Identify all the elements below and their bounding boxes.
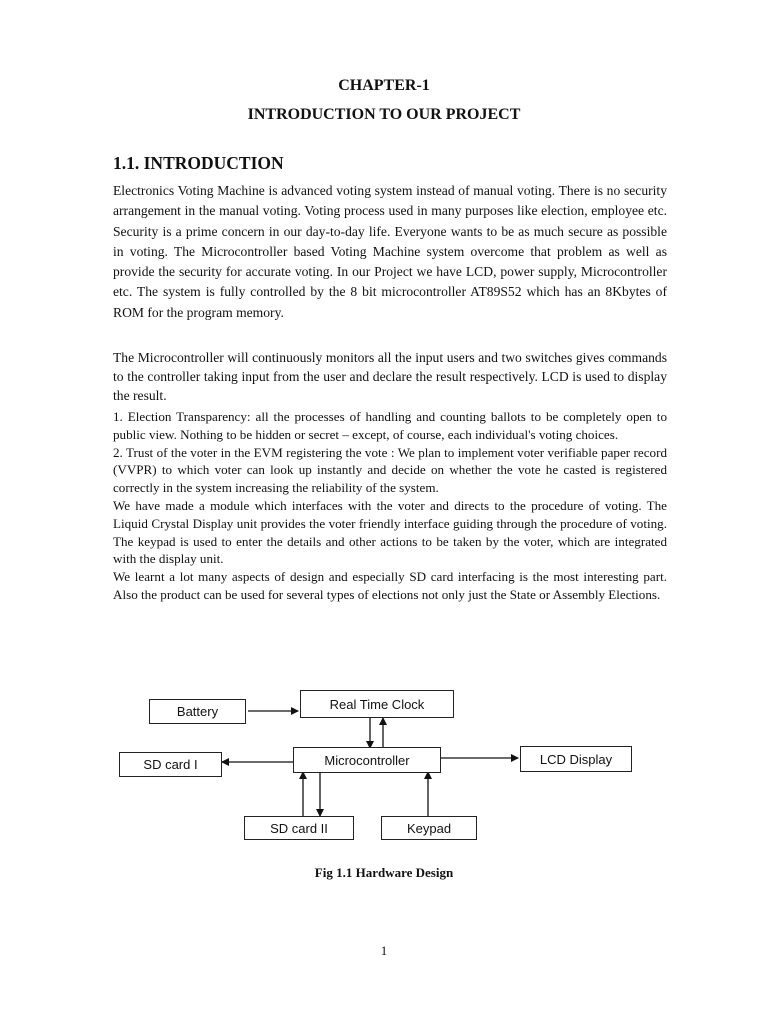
chapter-title: INTRODUCTION TO OUR PROJECT: [247, 106, 521, 123]
hardware-design-diagram: [0, 680, 768, 850]
figure-caption: Fig 1.1 Hardware Design: [314, 865, 454, 880]
keypad-block: Keypad: [381, 816, 477, 840]
paragraph-microcontroller: The Microcontroller will continuously monitors all the input users and two switches gives commands to the controller taking input from the user and declare the result respectively. LCD is used to display the result.: [113, 350, 667, 403]
paragraph-learnings: We learnt a lot many aspects of design and especially SD card interfacing is the most interesting part. Also the product can be used for several types of elections not only just the State or Assembly Elections.: [113, 569, 667, 602]
paragraph-voter-trust: 2. Trust of the voter in the EVM registering the vote : We plan to implement voter verifiable paper record (VVPR) to which voter can look up instantly and decide on whether the vote he casted is registered correctly in the system increasing the reliability of the system.: [113, 444, 667, 496]
sd-card-1-block: SD card I: [119, 752, 222, 777]
chapter-label: CHAPTER-1: [338, 77, 430, 94]
sd-card-2-block: SD card II: [244, 816, 354, 840]
battery-block: Battery: [149, 699, 246, 724]
paragraph-module: We have made a module which interfaces with the voter and directs to the procedure of voting. The Liquid Crystal Display unit provides the voter friendly interface guiding through the procedure of voting. The keypad is used to enter the details and other actions to be taken by the voter, which are integrated with the display unit.: [113, 497, 667, 567]
lcd-display-block: LCD Display: [520, 746, 632, 772]
section-heading: 1.1. INTRODUCTION: [113, 153, 284, 173]
page-number: 1: [380, 943, 388, 958]
paragraph-election-transparency: 1. Election Transparency: all the processes of handling and counting ballots to be completely open to public view. Nothing to be hidden or secret – except, of course, each individual's voting choices.: [113, 409, 667, 442]
paragraph-intro: Electronics Voting Machine is advanced voting system instead of manual voting. There is no security arrangement in the manual voting. Voting process used in many purposes like election, employee etc. Security is a prime concern in our day-to-day life. Everyone wants to be as much secure as possible in voting. The Microcontroller based Voting Machine system overcome that problem as well as provide the security for accurate voting. In our Project we have LCD, power supply, Microcontroller etc. The system is fully controlled by the 8 bit microcontroller AT89S52 which has an 8Kbytes of ROM for the program memory.: [113, 183, 667, 320]
body-text-block: [113, 408, 667, 604]
microcontroller-block: Microcontroller: [293, 747, 441, 773]
rtc-block: Real Time Clock: [300, 690, 454, 718]
